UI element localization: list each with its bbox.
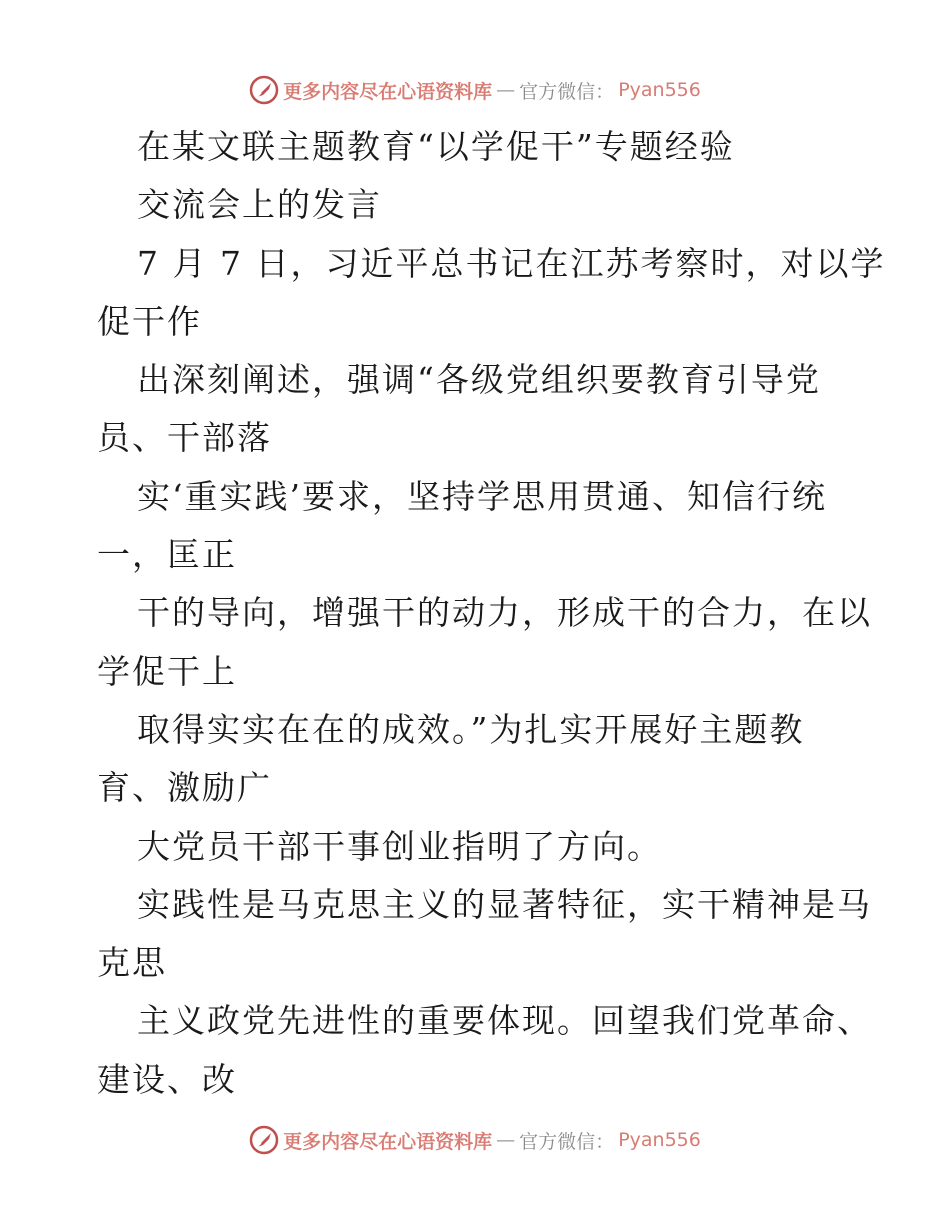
text-line: 建设、改 — [97, 1059, 237, 1099]
banner-separator: — — [496, 79, 516, 101]
banner-main-text: 更多内容尽在心语资料库 — [283, 80, 493, 103]
text-line: 克思 — [97, 943, 167, 983]
text-line: 主义政党先进性的重要体现。回望我们党革命、 — [137, 1001, 872, 1041]
text-line: 交流会上的发言 — [137, 185, 382, 225]
text-line: 一，匡正 — [97, 535, 237, 575]
quill-pen-logo-icon — [249, 1125, 279, 1155]
quill-pen-logo-icon — [249, 75, 279, 105]
header-banner — [0, 70, 950, 110]
text-line: 在某文联主题教育“以学促干”专题经验 — [137, 127, 735, 166]
banner-sub-text: 官方微信： — [519, 80, 615, 103]
banner-wechat-id: Pyan556 — [618, 79, 701, 101]
banner-separator: — — [496, 1129, 516, 1151]
text-line: 学促干上 — [97, 651, 237, 691]
text-line: 7 月 7 日，习近平总书记在江苏考察时，对以学 — [137, 243, 886, 283]
text-line: 实践性是马克思主义的显著特征，实干精神是马 — [137, 884, 872, 924]
banner-main-text: 更多内容尽在心语资料库 — [283, 1130, 493, 1153]
text-line: 大党员干部干事创业指明了方向。 — [137, 826, 662, 866]
text-line: 实‘重实践’要求，坚持学思用贯通、知信行统 — [137, 476, 827, 516]
text-line: 干的导向，增强干的动力，形成干的合力，在以 — [137, 593, 872, 633]
text-line: 员、干部落 — [97, 418, 272, 458]
footer-banner — [0, 1120, 950, 1160]
document-body — [97, 118, 886, 1109]
text-line: 促干作 — [97, 301, 202, 341]
banner-sub-text: 官方微信： — [519, 1130, 615, 1153]
banner-wechat-id: Pyan556 — [618, 1129, 701, 1151]
text-line: 育、激励广 — [97, 768, 272, 808]
text-line: 出深刻阐述，强调“各级党组织要教育引导党 — [137, 360, 821, 400]
text-line: 取得实实在在的成效。”为扎实开展好主题教 — [137, 709, 805, 749]
